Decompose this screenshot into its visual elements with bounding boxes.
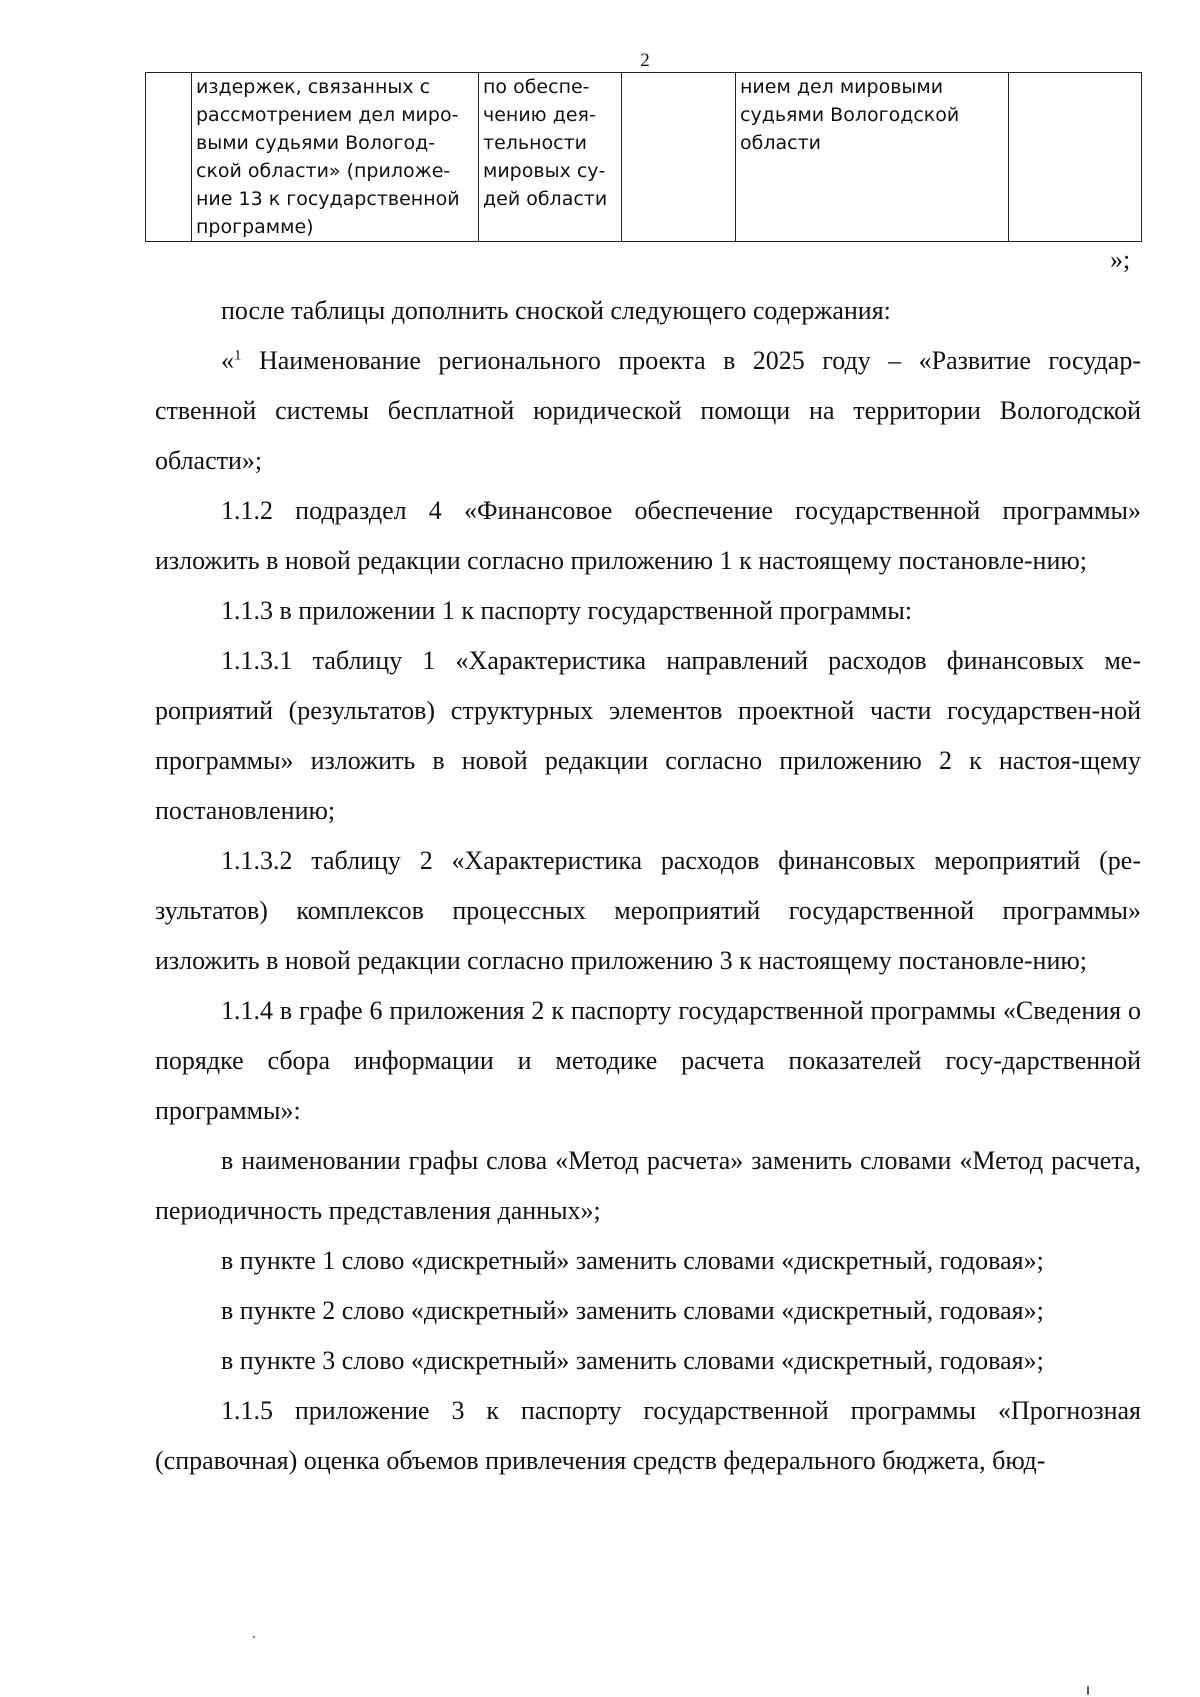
scan-speck: [253, 1636, 255, 1638]
footnote-marker: 1: [234, 347, 242, 364]
footnote-open-quote: «: [221, 346, 234, 375]
paragraph-1-1-4: 1.1.4 в графе 6 приложения 2 к паспорту государственной программы «Сведения о порядке сбора информации и методике расчета показателей госу-дарственной программы»:: [155, 996, 1141, 1125]
table-cell-name: издержек, связанных с рассмотрением дел миро-выми судьями Вологод-ской области» (приложе-ние 13 к государственной программе): [192, 73, 479, 242]
paragraph-item-2: в пункте 2 слово «дискретный» заменить словами «дискретный, годовая»;: [221, 1296, 1044, 1325]
paragraph-item-1: в пункте 1 слово «дискретный» заменить словами «дискретный, годовая»;: [221, 1246, 1044, 1275]
table-closing-quote: »;: [1110, 245, 1131, 274]
footnote-body: Наименование регионального проекта в 2025 году – «Развитие государ-ственной системы бесплатной юридической помощи на территории Вологодской области»;: [155, 346, 1141, 475]
paragraph-1-1-3: 1.1.3 в приложении 1 к паспорту государственной программы:: [221, 596, 913, 625]
document-body: [155, 286, 1141, 1486]
paragraph-1-1-5: 1.1.5 приложение 3 к паспорту государственной программы «Прогнозная (справочная) оценка объемов привлечения средств федерального бюджета, бюд-: [155, 1396, 1141, 1475]
table-cell-description: нием дел мировыми судьями Вологодской области: [736, 73, 1009, 242]
table-cell-direction: по обеспе-чению дея-тельности мировых су-дей области: [479, 73, 622, 242]
paragraph-item-3: в пункте 3 слово «дискретный» заменить словами «дискретный, годовая»;: [221, 1346, 1044, 1375]
paragraph-graph-name: в наименовании графы слова «Метод расчета» заменить словами «Метод расчета, периодичность представления данных»;: [155, 1146, 1141, 1225]
table-cell-empty: [622, 73, 736, 242]
table-row: [146, 73, 1142, 242]
paragraph-footnote-text: [155, 336, 1141, 486]
paragraph-footnote-intro: после таблицы дополнить сноской следующего содержания:: [221, 296, 891, 325]
paragraph-1-1-3-2: 1.1.3.2 таблицу 2 «Характеристика расходов финансовых мероприятий (ре-зультатов) комплексов процессных мероприятий государственной программы» изложить в новой редакции согласно приложению 3 к настоящему постановле-нию;: [155, 846, 1141, 975]
table-cell-number: [146, 73, 192, 242]
continuation-table: [145, 72, 1142, 242]
page-number: 2: [640, 50, 650, 71]
paragraph-1-1-2: 1.1.2 подраздел 4 «Финансовое обеспечение государственной программы» изложить в новой редакции согласно приложению 1 к настоящему постановле-нию;: [155, 496, 1141, 575]
paragraph-1-1-3-1: 1.1.3.1 таблицу 1 «Характеристика направлений расходов финансовых ме-роприятий (результатов) структурных элементов проектной части государствен-ной программы» изложить в новой редакции согласно приложению 2 к настоя-щему постановлению;: [155, 646, 1141, 825]
scan-speck: [1087, 1686, 1089, 1695]
table-cell-empty-last: [1009, 73, 1142, 242]
